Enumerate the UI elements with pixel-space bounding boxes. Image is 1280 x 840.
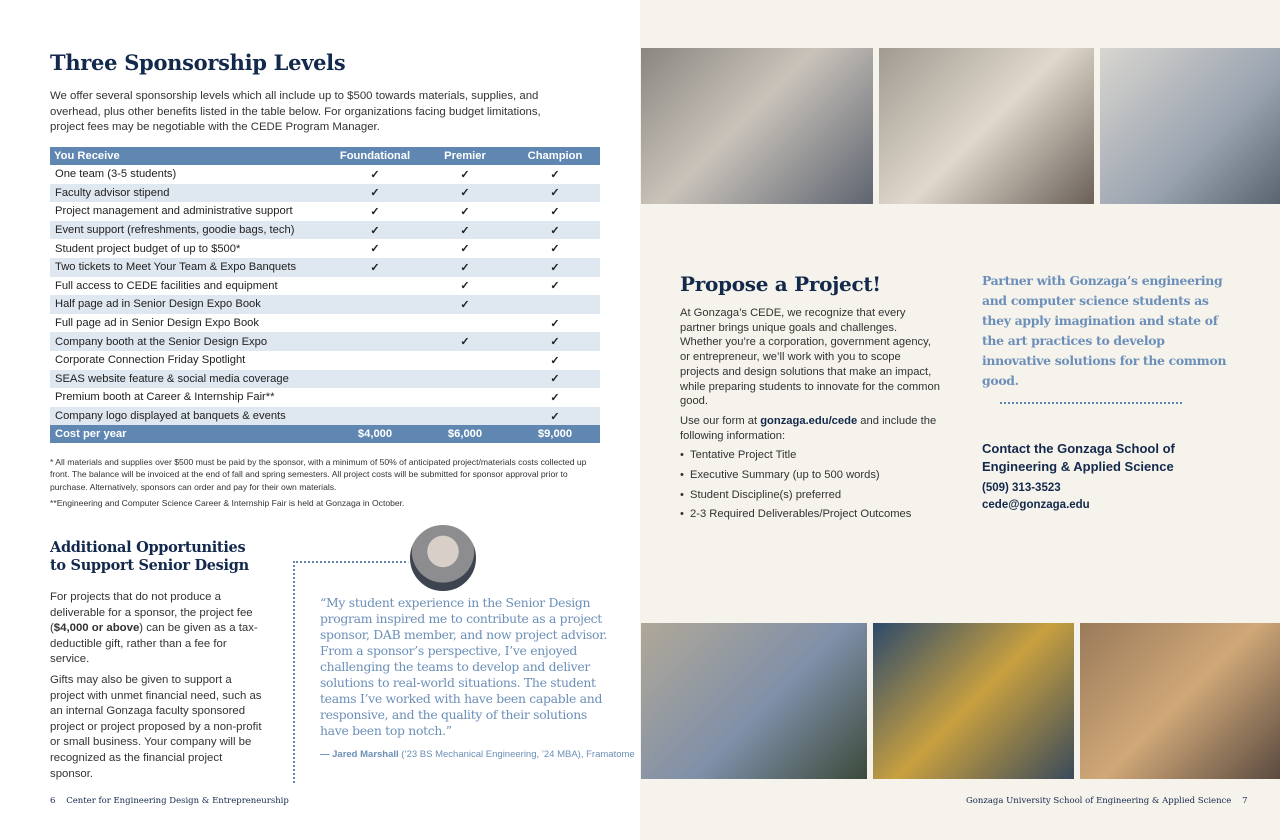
check-icon: ✓ [420,295,510,314]
table-row [50,202,600,221]
benefit-label: Company logo displayed at banquets & events [50,407,330,426]
check-icon: ✓ [510,332,600,351]
quote-author-detail: (’23 BS Mechanical Engineering, ’24 MBA), Framatome [398,749,635,760]
table-row [50,165,600,184]
benefit-label: Full access to CEDE facilities and equipment [55,279,278,292]
check-icon: ✓ [550,280,560,293]
list-item: • Executive Summary (up to 500 words) [680,468,940,483]
table-row [50,295,600,314]
left-footer [50,796,289,806]
check-icon: ✓ [510,258,600,277]
check-icon: ✓ [330,184,420,203]
empty-cell [420,370,510,389]
cost-label: Cost per year [50,425,330,443]
footer-text: Gonzaga University School of Engineering & Applied Science [966,796,1232,806]
photo-student-presenter [1100,48,1280,204]
empty-cell [330,388,420,407]
check-icon: ✓ [550,243,560,256]
photo-antenna-lab [873,623,1074,779]
check-icon: ✓ [330,258,420,277]
empty-cell [330,407,420,426]
check-icon: ✓ [460,205,470,218]
form-link[interactable]: gonzaga.edu/cede [760,414,858,427]
check-icon: ✓ [510,407,600,426]
empty-cell [420,351,510,370]
table-row [50,314,600,333]
additional-text [50,590,265,787]
col-champion: Champion [510,147,600,165]
contact-title: Contact the Gonzaga School of Engineering & Applied Science [982,441,1175,474]
headshot-photo [408,523,478,593]
table-row [50,388,600,407]
cost-premier: $6,000 [420,425,510,443]
benefit-label: Premium booth at Career & Internship Fair** [55,391,275,404]
page-number: 7 [1242,796,1248,806]
footnote-materials: * All materials and supplies over $500 must be paid by the sponsor, with a minimum of 50% of anticipated project/materials costs collected up front. The balance will be invoiced at the end of fall and spring semesters. All project costs will be submitted for sponsor approval prior to purchase. Alternatively, sponsors can order and pay for their own materials. [50,457,587,492]
empty-cell [420,314,510,333]
benefit-label: Project management and administrative support [55,205,293,218]
text: and include the following information: [680,414,937,442]
check-icon: ✓ [550,391,560,404]
pull-quote: Partner with Gonzaga’s engineering and computer science students as they apply imagination and state of the art practices to develop innovative solutions for the common good. [982,273,1227,388]
empty-cell [330,332,420,351]
check-icon: ✓ [420,221,510,240]
additional-title-line2: to Support Senior Design [50,557,249,574]
empty-cell [420,388,510,407]
empty-cell [330,295,420,314]
check-icon: ✓ [510,370,600,389]
photo-award-winners [879,48,1094,204]
check-icon: ✓ [550,354,560,367]
check-icon: ✓ [460,168,470,181]
sponsorship-table [50,147,600,443]
benefit-label: Faculty advisor stipend [50,184,330,203]
intro-text: We offer several sponsorship levels which all include up to $500 towards materials, supplies, and overhead, plus other benefits listed in the table below. For organizations facing budget limitations, project fees may be negotiable with the CEDE Program Manager. [50,90,541,133]
text: ) can be given as a tax-deductible gift, rather than a fee for service. [50,622,258,666]
empty-cell [420,407,510,426]
check-icon: ✓ [460,280,470,293]
check-icon: ✓ [370,168,380,181]
additional-title [50,539,249,575]
propose-paragraph: At Gonzaga’s CEDE, we recognize that every partner brings unique goals and challenges. Whether you’re a corporation, government agency, or entrepreneur, we’ll work with you to scope projects and design solutions that make an impact, while preparing students to innovate for the common good. [680,307,940,408]
phone-number[interactable]: (509) 313-3523 [982,482,1061,494]
additional-paragraph-2: Gifts may also be given to support a project with unmet financial need, such as an internal Gonzaga faculty sponsored project or project proposed by a non-profit or small business. Your company will be recognized as the financial project sponsor. [50,673,262,780]
benefit-label: Event support (refreshments, goodie bags, tech) [50,221,330,240]
check-icon: ✓ [420,332,510,351]
benefit-label: Half page ad in Senior Design Expo Book [50,295,330,314]
text: Use our form at [680,414,761,427]
footnote-fair: **Engineering and Computer Science Career & Internship Fair is held at Gonzaga in October. [50,498,405,509]
list-item: • Student Discipline(s) preferred [680,488,940,503]
photo-students-presenting [641,48,873,204]
cost-champion: $9,000 [510,425,600,443]
check-icon: ✓ [330,221,420,240]
dotted-divider [1000,402,1182,404]
empty-cell [330,370,420,389]
benefit-label: Two tickets to Meet Your Team & Expo Banquets [50,258,330,277]
footnotes [50,456,600,514]
check-icon: ✓ [550,205,560,218]
additional-title-line1: Additional Opportunities [50,539,246,556]
table-header [50,147,600,165]
table-row [50,332,600,351]
check-icon: ✓ [420,184,510,203]
check-icon: ✓ [510,184,600,203]
photo-code-presentation [641,623,867,779]
right-footer [966,796,1248,806]
table-row [50,277,600,296]
page-title: Three Sponsorship Levels [50,50,346,75]
benefit-label: SEAS website feature & social media coverage [50,370,330,389]
cost-row [50,425,600,443]
propose-text [680,306,940,527]
page-number: 6 [50,796,56,806]
cost-foundational: $4,000 [330,425,420,443]
empty-cell [510,295,600,314]
testimonial-quote: “My student experience in the Senior Design program inspired me to contribute as a project sponsor, DAB member, and now project advisor. From a sponsor’s perspective, I’ve enjoyed challenging the teams to develop and deliver solutions to real-world situations. The student teams I’ve worked with have been capable and responsive, and the quality of their solutions have been top notch.” [320,595,608,738]
benefit-label: Corporate Connection Friday Spotlight [55,354,246,367]
check-icon: ✓ [420,258,510,277]
benefit-label: Full page ad in Senior Design Expo Book [55,317,259,330]
contact-info [982,480,1090,513]
footer-text: Center for Engineering Design & Entrepreneurship [66,796,289,806]
check-icon: ✓ [370,205,380,218]
empty-cell [330,351,420,370]
check-icon: ✓ [510,221,600,240]
table-row [50,351,600,370]
col-premier: Premier [420,147,510,165]
fee-amount: $4,000 or above [53,622,140,635]
check-icon: ✓ [550,317,560,330]
check-icon: ✓ [370,243,380,256]
benefit-label: One team (3-5 students) [55,168,177,181]
col-foundational: Foundational [330,147,420,165]
benefit-label: Student project budget of up to $500* [55,242,241,255]
photo-students-table [1080,623,1280,779]
email-link[interactable]: cede@gonzaga.edu [982,498,1090,511]
quote-author: — Jared Marshall [320,749,399,760]
empty-cell [330,314,420,333]
table-row [50,184,600,203]
benefit-label: Company booth at the Senior Design Expo [50,332,330,351]
table-row [50,258,600,277]
form-paragraph [680,414,940,443]
quote-attribution [320,749,635,762]
col-you-receive: You Receive [50,147,330,165]
table-row [50,221,600,240]
empty-cell [330,277,420,296]
table-row [50,239,600,258]
list-item: • Tentative Project Title [680,448,940,463]
check-icon: ✓ [460,243,470,256]
propose-title: Propose a Project! [680,272,881,296]
info-list [680,448,940,522]
table-row [50,407,600,426]
check-icon: ✓ [550,168,560,181]
table-row [50,370,600,389]
additional-paragraph-1 [50,590,265,668]
text: For projects that do not produce a deliverable for a sponsor, the project fee ( [50,591,253,635]
list-item: • 2-3 Required Deliverables/Project Outcomes [680,507,940,522]
